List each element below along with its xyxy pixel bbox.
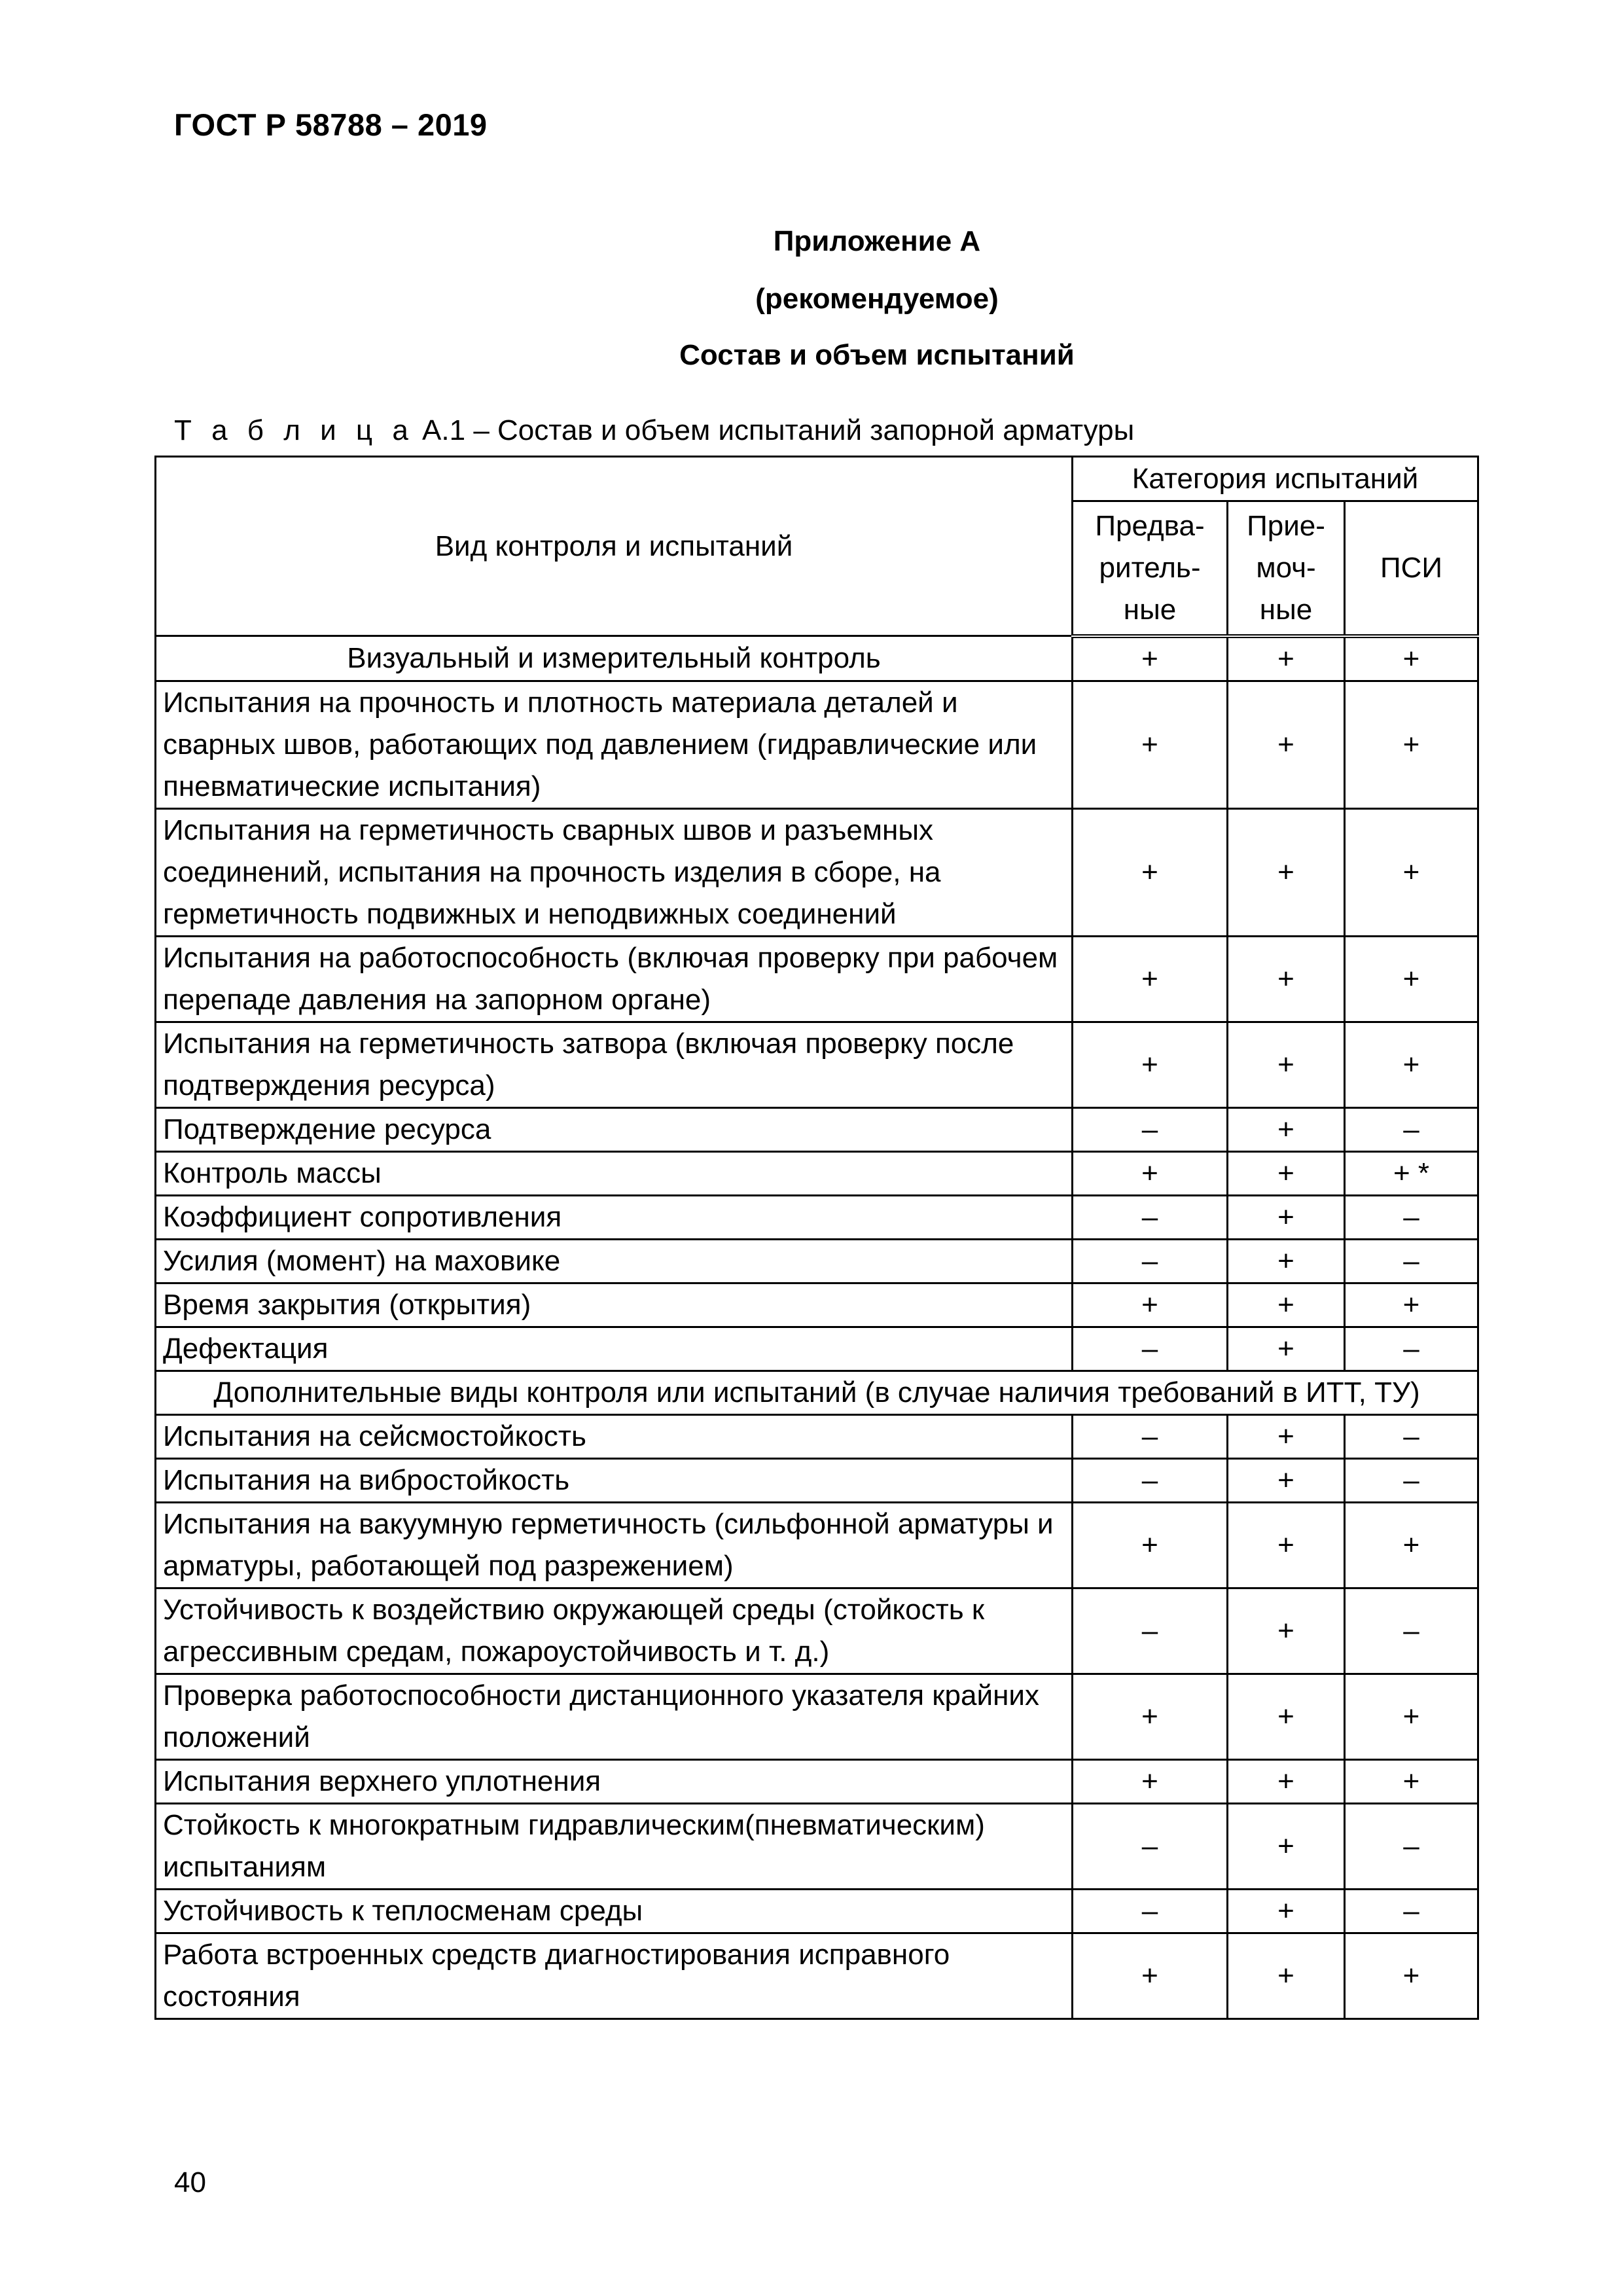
cell-preliminary: –	[1073, 1588, 1228, 1674]
cell-preliminary: +	[1073, 1933, 1228, 2018]
column-header-kind: Вид контроля и испытаний	[156, 457, 1073, 636]
cell-preliminary: –	[1073, 1803, 1228, 1889]
table-row	[156, 1414, 1478, 1458]
table-row	[156, 1933, 1478, 2018]
cell-test-name: Испытания на работоспособность (включая проверку при рабочем перепаде давления на запорном органе)	[156, 936, 1073, 1022]
cell-preliminary: +	[1073, 1022, 1228, 1107]
cell-psi: +	[1345, 1759, 1478, 1803]
cell-test-name: Контроль массы	[156, 1151, 1073, 1195]
cell-test-name: Испытания верхнего уплотнения	[156, 1759, 1073, 1803]
table-row	[156, 1803, 1478, 1889]
header-line: ные	[1259, 593, 1313, 626]
header-line: ритель-	[1099, 551, 1201, 584]
appendix-title: Приложение А	[773, 225, 981, 257]
cell-preliminary: +	[1073, 681, 1228, 808]
cell-preliminary: –	[1073, 1889, 1228, 1933]
cell-acceptance: +	[1228, 1107, 1345, 1151]
cell-test-name: Испытания на прочность и плотность материала деталей и сварных швов, работающих под давлением (гидравлические или пневматические испытания)	[156, 681, 1073, 808]
cell-acceptance: +	[1228, 1502, 1345, 1588]
cell-acceptance: +	[1228, 1327, 1345, 1371]
cell-acceptance: +	[1228, 1283, 1345, 1327]
cell-acceptance: +	[1228, 1588, 1345, 1674]
cell-preliminary: +	[1073, 1283, 1228, 1327]
header-line: моч-	[1256, 551, 1316, 584]
section-additional-title: Дополнительные виды контроля или испытаний (в случае наличия требований в ИТТ, ТУ)	[156, 1371, 1478, 1414]
cell-psi: –	[1345, 1327, 1478, 1371]
cell-preliminary: +	[1073, 1151, 1228, 1195]
table-row	[156, 808, 1478, 936]
table-row	[156, 681, 1478, 808]
cell-test-name: Проверка работоспособности дистанционного указателя крайних положений	[156, 1674, 1073, 1759]
appendix-status: (рекомендуемое)	[755, 283, 999, 315]
table-row	[156, 1759, 1478, 1803]
column-header-preliminary	[1073, 501, 1228, 636]
table-row	[156, 1674, 1478, 1759]
cell-test-name: Устойчивость к воздействию окружающей среды (стойкость к агрессивным средам, пожароустойчивость и т. д.)	[156, 1588, 1073, 1674]
cell-acceptance: +	[1228, 1414, 1345, 1458]
cell-test-name: Работа встроенных средств диагностирования исправного состояния	[156, 1933, 1073, 2018]
table-row	[156, 1151, 1478, 1195]
cell-preliminary: +	[1073, 1502, 1228, 1588]
cell-preliminary: –	[1073, 1458, 1228, 1502]
cell-test-name: Коэффициент сопротивления	[156, 1195, 1073, 1239]
document-code: ГОСТ Р 58788 – 2019	[174, 107, 488, 142]
cell-acceptance: +	[1228, 1759, 1345, 1803]
cell-psi: +	[1345, 1502, 1478, 1588]
header-line: ные	[1123, 593, 1177, 626]
cell-test-name: Испытания на вибростойкость	[156, 1458, 1073, 1502]
table-caption-text: А.1 – Состав и объем испытаний запорной арматуры	[414, 414, 1135, 446]
cell-test-name: Дефектация	[156, 1327, 1073, 1371]
cell-test-name: Подтверждение ресурса	[156, 1107, 1073, 1151]
table-row	[156, 1239, 1478, 1283]
cell-test-name: Стойкость к многократным гидравлическим(пневматическим) испытаниям	[156, 1803, 1073, 1889]
cell-psi: –	[1345, 1889, 1478, 1933]
cell-psi: –	[1345, 1588, 1478, 1674]
cell-psi: +	[1345, 1022, 1478, 1107]
cell-psi: +	[1345, 1283, 1478, 1327]
cell-psi: +	[1345, 1674, 1478, 1759]
page-number: 40	[174, 2166, 206, 2198]
section-main-title: Визуальный и измерительный контроль	[156, 636, 1073, 681]
cell-acceptance: +	[1228, 1022, 1345, 1107]
cell-acceptance: +	[1228, 1151, 1345, 1195]
cell-test-name: Устойчивость к теплосменам среды	[156, 1889, 1073, 1933]
table-row	[156, 1107, 1478, 1151]
cell-preliminary: –	[1073, 1195, 1228, 1239]
header-line: Предва-	[1095, 509, 1205, 542]
cell-acceptance: +	[1228, 1458, 1345, 1502]
cell-psi: +	[1345, 1933, 1478, 2018]
cell-psi: + *	[1345, 1151, 1478, 1195]
cell-acceptance: +	[1228, 808, 1345, 936]
cell-preliminary: –	[1073, 1239, 1228, 1283]
cell-psi: –	[1345, 1107, 1478, 1151]
cell-preliminary: –	[1073, 1327, 1228, 1371]
tests-table	[154, 456, 1479, 2020]
cell-test-name: Испытания на сейсмостойкость	[156, 1414, 1073, 1458]
cell-psi: +	[1345, 936, 1478, 1022]
cell-preliminary: +	[1073, 636, 1228, 681]
cell-psi: –	[1345, 1414, 1478, 1458]
cell-preliminary: +	[1073, 808, 1228, 936]
table-caption-label: Т а б л и ц а	[174, 414, 414, 446]
cell-acceptance: +	[1228, 1195, 1345, 1239]
header-line: Прие-	[1247, 509, 1325, 542]
cell-preliminary: –	[1073, 1414, 1228, 1458]
table-row	[156, 1283, 1478, 1327]
cell-acceptance: +	[1228, 636, 1345, 681]
appendix-subtitle: Состав и объем испытаний	[679, 339, 1075, 371]
table-row	[156, 1502, 1478, 1588]
cell-psi: –	[1345, 1239, 1478, 1283]
cell-acceptance: +	[1228, 1239, 1345, 1283]
cell-psi: +	[1345, 636, 1478, 681]
cell-acceptance: +	[1228, 681, 1345, 808]
cell-test-name: Испытания на вакуумную герметичность (сильфонной арматуры и арматуры, работающей под разрежением)	[156, 1502, 1073, 1588]
cell-preliminary: +	[1073, 1674, 1228, 1759]
table-row	[156, 1327, 1478, 1371]
cell-acceptance: +	[1228, 936, 1345, 1022]
cell-psi: +	[1345, 808, 1478, 936]
cell-psi: –	[1345, 1458, 1478, 1502]
cell-psi: +	[1345, 681, 1478, 808]
column-header-psi: ПСИ	[1345, 501, 1478, 636]
table-row	[156, 1889, 1478, 1933]
cell-test-name: Время закрытия (открытия)	[156, 1283, 1073, 1327]
cell-acceptance: +	[1228, 1674, 1345, 1759]
table-row	[156, 936, 1478, 1022]
column-header-acceptance	[1228, 501, 1345, 636]
table-row	[156, 1022, 1478, 1107]
table-row	[156, 1588, 1478, 1674]
table-caption	[174, 414, 1134, 447]
cell-acceptance: +	[1228, 1889, 1345, 1933]
table-row	[156, 1458, 1478, 1502]
cell-acceptance: +	[1228, 1803, 1345, 1889]
cell-preliminary: +	[1073, 936, 1228, 1022]
cell-test-name: Усилия (момент) на маховике	[156, 1239, 1073, 1283]
cell-psi: –	[1345, 1195, 1478, 1239]
cell-preliminary: +	[1073, 1759, 1228, 1803]
cell-psi: –	[1345, 1803, 1478, 1889]
cell-preliminary: –	[1073, 1107, 1228, 1151]
table-row	[156, 1195, 1478, 1239]
cell-test-name: Испытания на герметичность сварных швов и разъемных соединений, испытания на прочность изделия в сборе, на герметичность подвижных и неподвижных соединений	[156, 808, 1073, 936]
cell-acceptance: +	[1228, 1933, 1345, 2018]
cell-test-name: Испытания на герметичность затвора (включая проверку после подтверждения ресурса)	[156, 1022, 1073, 1107]
column-header-category: Категория испытаний	[1073, 457, 1478, 501]
